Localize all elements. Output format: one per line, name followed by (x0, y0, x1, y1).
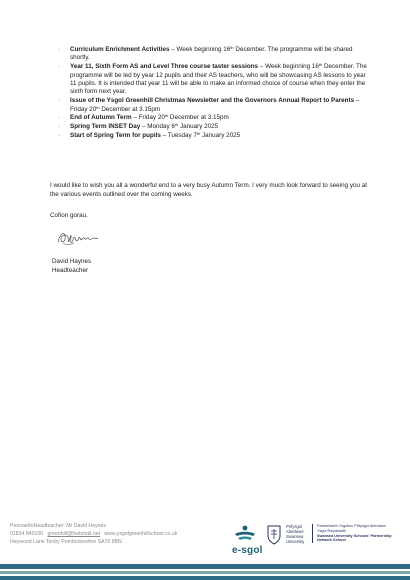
signatory-role: Headteacher (52, 266, 89, 274)
ordinal-suffix: th (164, 113, 169, 119)
event-detail: – Friday 20 (70, 97, 360, 113)
event-list (58, 45, 370, 141)
footer-phone: 01834 840100 (10, 531, 44, 538)
event-detail: – Week beginning 16 (169, 46, 231, 53)
footer-headteacher: Pennaeth/Headteacher: Mr David Haynes (10, 523, 107, 529)
bullet-marker: · (58, 47, 60, 53)
schools-partnership-logo (312, 524, 392, 543)
ordinal-suffix: th (230, 45, 234, 50)
event-detail: December at 3.15pm (99, 105, 161, 113)
footer-email-link[interactable]: greenhill@hwbmail.net (47, 531, 101, 538)
esgol-figure-icon (232, 524, 258, 544)
esgol-wordmark: e-sgol (232, 545, 263, 556)
footer-address: Heywood Lane Tenby Pembrokeshire SA70 8BN (10, 539, 122, 546)
event-item (58, 131, 370, 140)
event-title: Start of Spring Term for pupils (70, 132, 161, 140)
school-contact-footer (10, 522, 177, 547)
signatory-name: David Haynes (52, 258, 92, 265)
event-item (58, 97, 370, 114)
swansea-crest-icon (266, 524, 282, 546)
ordinal-suffix: th (196, 131, 201, 137)
ordinal-suffix: th (96, 104, 100, 110)
esgol-logo (232, 524, 263, 556)
event-detail: December. The programme will be shared shortly. (70, 46, 353, 62)
event-detail: December. The programme will be led by year 12 pupils and their AS teachers, who will be showcasing AS lessons to year 11 pupils. It is intended that year 11 will be able to make an informed choice of course when they enter the sixth form next year. (70, 63, 367, 96)
event-detail: – Tuesday 7 (160, 132, 197, 140)
event-detail: January 2025 (200, 132, 241, 140)
event-title: Curriculum Enrichment Activities (70, 46, 170, 53)
signatory-block (52, 258, 91, 275)
bullet-marker: · (58, 124, 60, 131)
bullet-marker: · (58, 115, 60, 122)
event-item (58, 62, 370, 97)
swansea-line: Swansea (286, 534, 304, 539)
sign-off: Cofion gorau, (50, 212, 88, 219)
partnership-line: Partneriaeth Ysgolion Prifysgol Abertawe (317, 524, 386, 528)
event-item (58, 113, 370, 122)
swansea-university-logo (266, 524, 305, 551)
handwritten-signature (56, 228, 100, 253)
event-detail: January 2025 (178, 123, 219, 131)
closing-paragraph: I would like to wish you all a wonderful end to a very busy Autumn Term. I very much look forward to seeing you at the various events outlined over the coming weeks. (50, 182, 367, 198)
event-title: End of Autumn Term (70, 114, 132, 122)
event-detail: December at 3.15pm (168, 114, 229, 122)
event-item (58, 122, 370, 131)
partnership-line: Network School (317, 538, 346, 543)
ordinal-suffix: th (174, 122, 179, 128)
swansea-line: Prifysgol (286, 524, 303, 529)
event-detail: – Monday 6 (140, 123, 175, 131)
event-detail: – Friday 20 (131, 114, 165, 122)
event-title: Issue of the Ysgol Greenhill Christmas Newsletter and the Governors Annual Report to Parents (70, 97, 355, 105)
swansea-line: Abertawe (286, 529, 304, 534)
footer-band-bottom (0, 576, 410, 580)
bullet-marker: · (58, 133, 60, 140)
event-item (58, 45, 370, 63)
event-title: Year 11, Sixth Form AS and Level Three course taster sessions (70, 63, 259, 71)
event-detail: – Week beginning 16 (258, 63, 319, 71)
partnership-line: Swansea University Schools' Partnership (317, 533, 392, 538)
footer-color-bands (0, 564, 410, 580)
bullet-marker: · (58, 98, 60, 105)
footer-contact-line (10, 530, 177, 538)
swansea-line: University (286, 539, 305, 544)
ordinal-suffix: th (318, 62, 323, 68)
bullet-marker: · (58, 64, 60, 71)
event-title: Spring Term INSET Day (70, 123, 141, 131)
partnership-line: Ysgol Rwydwaith (317, 528, 346, 533)
footer-website[interactable]: www.ysgolgreenhillschool.co.uk (104, 531, 178, 538)
